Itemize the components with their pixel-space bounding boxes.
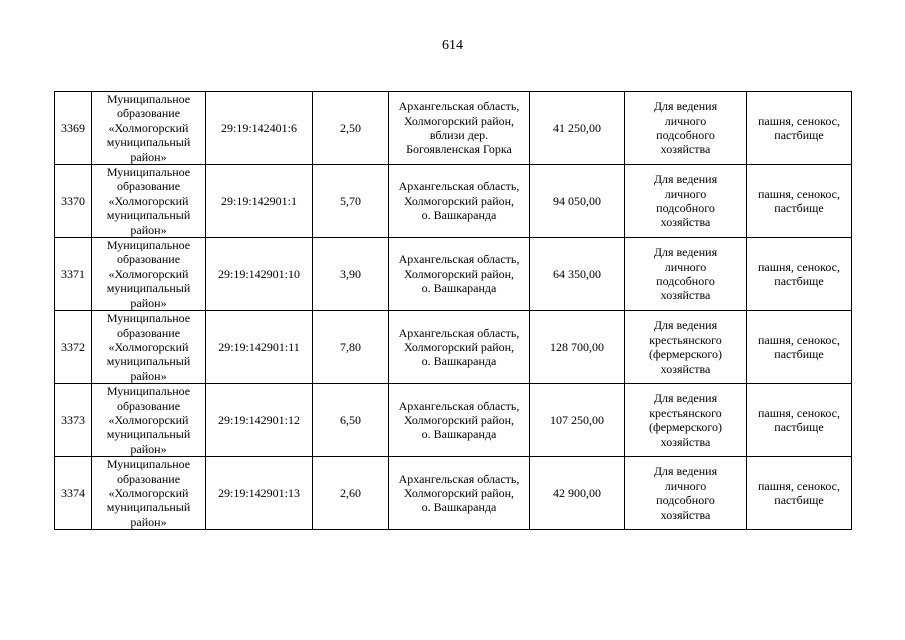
row-number: 3371 (55, 238, 92, 311)
owner-cell: Муниципальное образование «Холмогорский муниципальный район» (92, 238, 206, 311)
area-value: 3,90 (313, 238, 389, 311)
use-cell: пашня, сенокос, пастбище (747, 238, 852, 311)
purpose-cell: Для ведения личного подсобного хозяйства (625, 92, 747, 165)
table-row (55, 165, 852, 238)
use-cell: пашня, сенокос, пастбище (747, 457, 852, 530)
row-number: 3369 (55, 92, 92, 165)
page-number: 614 (442, 38, 463, 53)
price-value: 107 250,00 (530, 384, 625, 457)
area-value: 5,70 (313, 165, 389, 238)
location-cell: Архангельская область, Холмогорский район, о. Вашкаранда (389, 311, 530, 384)
price-value: 41 250,00 (530, 92, 625, 165)
row-number: 3374 (55, 457, 92, 530)
price-value: 64 350,00 (530, 238, 625, 311)
cadastral-number: 29:19:142901:12 (206, 384, 313, 457)
table-row (55, 457, 852, 530)
cadastral-number: 29:19:142901:10 (206, 238, 313, 311)
area-value: 2,50 (313, 92, 389, 165)
purpose-cell: Для ведения крестьянского (фермерского) хозяйства (625, 384, 747, 457)
table-row (55, 238, 852, 311)
price-value: 128 700,00 (530, 311, 625, 384)
cadastral-number: 29:19:142401:6 (206, 92, 313, 165)
purpose-cell: Для ведения личного подсобного хозяйства (625, 165, 747, 238)
area-value: 2,60 (313, 457, 389, 530)
table-row (55, 92, 852, 165)
use-cell: пашня, сенокос, пастбище (747, 92, 852, 165)
owner-cell: Муниципальное образование «Холмогорский муниципальный район» (92, 384, 206, 457)
owner-cell: Муниципальное образование «Холмогорский муниципальный район» (92, 92, 206, 165)
owner-cell: Муниципальное образование «Холмогорский муниципальный район» (92, 165, 206, 238)
purpose-cell: Для ведения личного подсобного хозяйства (625, 238, 747, 311)
cadastral-number: 29:19:142901:11 (206, 311, 313, 384)
owner-cell: Муниципальное образование «Холмогорский муниципальный район» (92, 457, 206, 530)
area-value: 7,80 (313, 311, 389, 384)
use-cell: пашня, сенокос, пастбище (747, 311, 852, 384)
cadastral-number: 29:19:142901:1 (206, 165, 313, 238)
area-value: 6,50 (313, 384, 389, 457)
cadastral-number: 29:19:142901:13 (206, 457, 313, 530)
use-cell: пашня, сенокос, пастбище (747, 165, 852, 238)
purpose-cell: Для ведения крестьянского (фермерского) хозяйства (625, 311, 747, 384)
location-cell: Архангельская область, Холмогорский район, о. Вашкаранда (389, 165, 530, 238)
use-cell: пашня, сенокос, пастбище (747, 384, 852, 457)
row-number: 3373 (55, 384, 92, 457)
price-value: 94 050,00 (530, 165, 625, 238)
owner-cell: Муниципальное образование «Холмогорский муниципальный район» (92, 311, 206, 384)
price-value: 42 900,00 (530, 457, 625, 530)
row-number: 3372 (55, 311, 92, 384)
table-body (55, 92, 852, 530)
location-cell: Архангельская область, Холмогорский район, вблизи дер. Богоявленская Горка (389, 92, 530, 165)
table-row (55, 311, 852, 384)
table-row (55, 384, 852, 457)
location-cell: Архангельская область, Холмогорский район, о. Вашкаранда (389, 457, 530, 530)
row-number: 3370 (55, 165, 92, 238)
location-cell: Архангельская область, Холмогорский район, о. Вашкаранда (389, 384, 530, 457)
location-cell: Архангельская область, Холмогорский район, о. Вашкаранда (389, 238, 530, 311)
land-register-table (54, 91, 852, 530)
purpose-cell: Для ведения личного подсобного хозяйства (625, 457, 747, 530)
